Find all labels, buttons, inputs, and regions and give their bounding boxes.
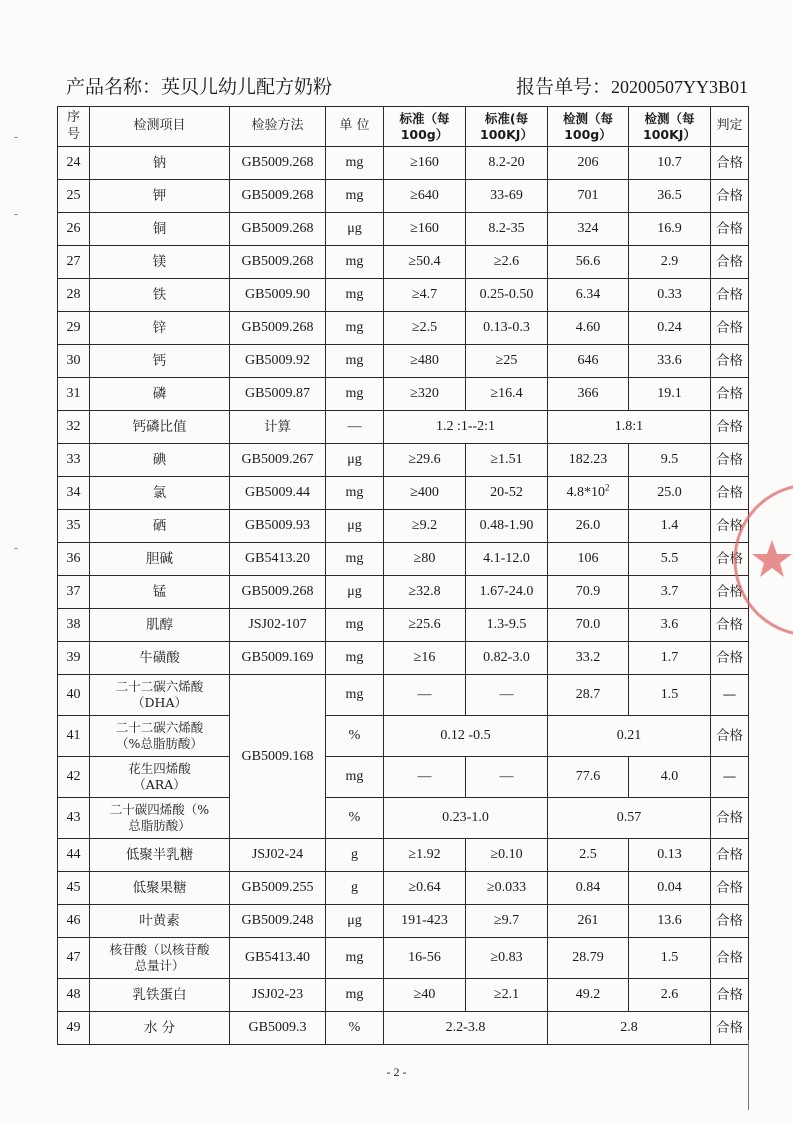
col-unit: 单 位 [326,107,384,147]
col-judgement: 判定 [711,107,749,147]
page-edge [748,1040,749,1110]
table-row: 27 镁 GB5009.268 mg ≥50.4 ≥2.6 56.6 2.9 合格 [58,246,749,279]
margin-tick [14,137,18,138]
report-header [66,66,748,106]
table-row: 40 二十二碳六烯酸 （DHA） GB5009.168 mg — — 28.7 1.5 — [58,675,749,716]
table-row: 45 低聚果糖 GB5009.255 g ≥0.64 ≥0.033 0.84 0.04 合格 [58,872,749,905]
table-row: 26 铜 GB5009.268 μg ≥160 8.2-35 324 16.9 合格 [58,213,749,246]
product-name: 英贝儿幼儿配方奶粉 [161,76,333,98]
table-row: 39 牛磺酸 GB5009.169 mg ≥16 0.82-3.0 33.2 1.7 合格 [58,642,749,675]
table-row: 32 钙磷比值 计算 — 1.2 :1--2:1 1.8:1 合格 [58,411,749,444]
col-seq: 序 号 [58,107,90,147]
table-row: 24 钠 GB5009.268 mg ≥160 8.2-20 206 10.7 合格 [58,147,749,180]
report-number-label: 报告单号： [515,76,611,98]
table-row: 49 水 分 GB5009.3 % 2.2-3.8 2.8 合格 [58,1012,749,1045]
table-row: 48 乳铁蛋白 JSJ02-23 mg ≥40 ≥2.1 49.2 2.6 合格 [58,979,749,1012]
table-row: 43 二十碳四烯酸（% 总脂肪酸） % 0.23-1.0 0.57 合格 [58,798,749,839]
table-row: 33 碘 GB5009.267 μg ≥29.6 ≥1.51 182.23 9.5 合格 [58,444,749,477]
table-row: 47 核苷酸（以核苷酸 总量计） GB5413.40 mg 16-56 ≥0.83 28.79 1.5 合格 [58,938,749,979]
table-row: 30 钙 GB5009.92 mg ≥480 ≥25 646 33.6 合格 [58,345,749,378]
product-name-label: 产品名称： [66,76,162,98]
table-row: 29 锌 GB5009.268 mg ≥2.5 0.13-0.3 4.60 0.24 合格 [58,312,749,345]
page-number: - 2 - [386,1065,407,1079]
table-row: 36 胆碱 GB5413.20 mg ≥80 4.1-12.0 106 5.5 合格 [58,543,749,576]
table-row: 28 铁 GB5009.90 mg ≥4.7 0.25-0.50 6.34 0.33 合格 [58,279,749,312]
table-row: 37 锰 GB5009.268 μg ≥32.8 1.67-24.0 70.9 3.7 合格 [58,576,749,609]
col-method: 检验方法 [230,107,326,147]
table-row: 42 花生四烯酸 （ARA） mg — — 77.6 4.0 — [58,757,749,798]
test-results-table [57,106,749,1045]
table-row: 31 磷 GB5009.87 mg ≥320 ≥16.4 366 19.1 合格 [58,378,749,411]
report-number-line [516,72,748,99]
margin-tick [14,214,18,215]
table-row: 46 叶黄素 GB5009.248 μg 191-423 ≥9.7 261 13.6 合格 [58,905,749,938]
col-std-100g: 标准（每 100g） [384,107,466,147]
table-row: 25 钾 GB5009.268 mg ≥640 33-69 701 36.5 合格 [58,180,749,213]
product-name-line [66,72,332,99]
table-row: 35 硒 GB5009.93 μg ≥9.2 0.48-1.90 26.0 1.4 合格 [58,510,749,543]
col-item: 检测项目 [90,107,230,147]
col-result-100g: 检测（每 100g） [548,107,629,147]
table-row: 34 氯 GB5009.44 mg ≥400 20-52 $4.8*10^2$ 25.0 合格 [58,477,749,510]
table-row: 44 低聚半乳糖 JSJ02-24 g ≥1.92 ≥0.10 2.5 0.13 合格 [58,839,749,872]
margin-tick [14,548,18,549]
table-header-row [58,107,749,147]
table-row: 38 肌醇 JSJ02-107 mg ≥25.6 1.3-9.5 70.0 3.6 合格 [58,609,749,642]
table-row: 41 二十二碳六烯酸 （%总脂肪酸） % 0.12 -0.5 0.21 合格 [58,716,749,757]
col-result-100kj: 检测（每 100KJ） [629,107,711,147]
group-method: GB5009.168 [230,675,326,839]
report-number: 20200507YY3B01 [610,77,748,97]
col-std-100kj: 标准(每 100KJ） [466,107,548,147]
